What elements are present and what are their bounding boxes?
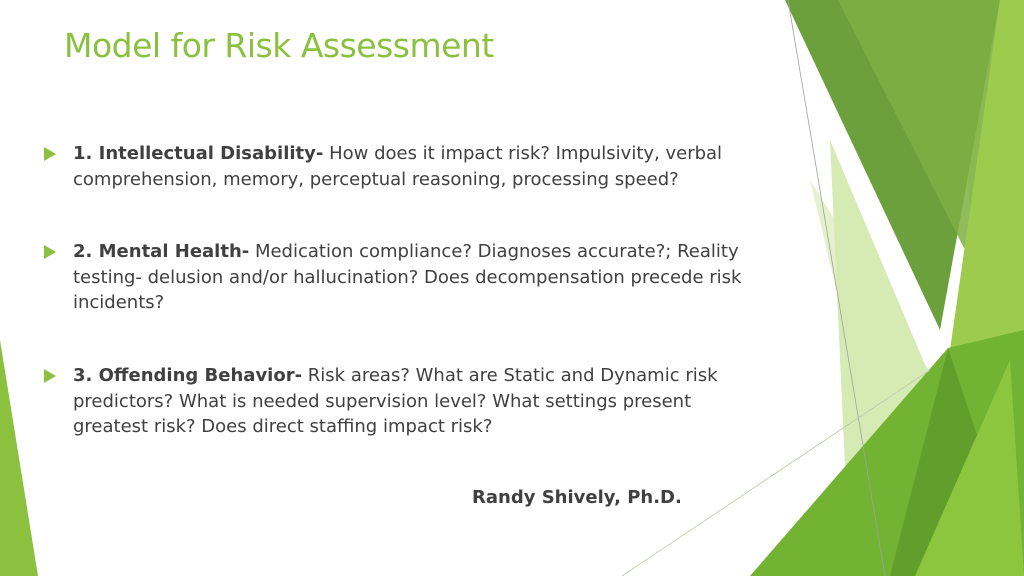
bullet-heading: 3. Offending Behavior-	[73, 365, 303, 386]
bullet-intellectual-disability	[44, 141, 764, 192]
bullet-text	[73, 239, 764, 316]
bullet-heading: 1. Intellectual Disability-	[73, 143, 324, 164]
bullet-arrow-icon	[44, 147, 56, 161]
bullet-body: How does it impact risk? Impulsivity, verbal comprehension, memory, perceptual reasoning, processing speed?	[73, 143, 723, 190]
bullet-offending-behavior	[44, 363, 764, 440]
bullet-mental-health	[44, 239, 764, 316]
author-credit: Randy Shively, Ph.D.	[472, 487, 682, 508]
bullet-body: Risk areas? What are Static and Dynamic risk predictors? What is needed supervision level? What settings present greatest risk? Does direct staffing impact risk?	[73, 365, 718, 437]
bullet-heading: 2. Mental Health-	[73, 241, 250, 262]
slide-title: Model for Risk Assessment	[64, 26, 494, 65]
bullet-arrow-icon	[44, 369, 56, 383]
bullet-text	[73, 363, 764, 440]
bullet-arrow-icon	[44, 245, 56, 259]
left-edge-shape	[0, 340, 38, 576]
bullet-text	[73, 141, 764, 192]
bullet-body: Medication compliance? Diagnoses accurate?; Reality testing- delusion and/or hallucination? Does decompensation precede risk incidents?	[73, 241, 742, 313]
